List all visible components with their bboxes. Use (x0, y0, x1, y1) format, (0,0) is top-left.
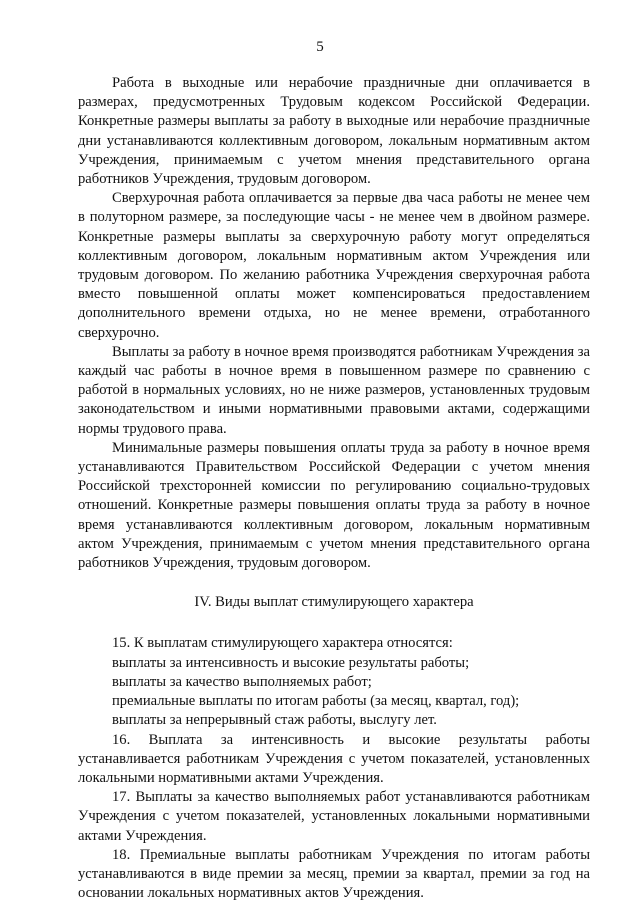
paragraph-overtime-pay: Сверхурочная работа оплачивается за первые два часа работы не менее чем в полуторном размере, за последующие часы - не менее чем в двойном размере. Конкретные размеры выплаты за сверхурочную работу могут определяться коллективным договором, локальным нормативным актом Учреждения или трудовым договором. По желанию работника Учреждения сверхурочная работа вместо повышенной оплаты может компенсироваться предоставлением дополнительного времени отдыха, но не менее времени, отработанного сверхурочно. (78, 190, 590, 341)
list-item: выплаты за качество выполняемых работ; (112, 673, 372, 690)
list-item: выплаты за интенсивность и высокие результаты работы; (112, 654, 470, 671)
section-heading: IV. Виды выплат стимулирующего характера (194, 594, 474, 611)
list-item: выплаты за непрерывный стаж работы, выслугу лет. (112, 712, 437, 729)
paragraph-night-pay: Выплаты за работу в ночное время производятся работникам Учреждения за каждый час работы в ночное время в повышенном размере по сравнению с работой в нормальных условиях, но не ниже размеров, установленных трудовым законодательством и иными нормативными правовыми актами, содержащими нормы трудового права. (78, 343, 590, 437)
list-item: премиальные выплаты по итогам работы (за месяц, квартал, год); (112, 693, 520, 710)
paragraph-item-17: 17. Выплаты за качество выполняемых работ устанавливаются работникам Учреждения с учетом показателей, установленных локальными нормативными актами Учреждения. (78, 789, 590, 844)
list-item: 15. К выплатам стимулирующего характера относятся: (112, 635, 453, 652)
paragraph-item-16: 16. Выплата за интенсивность и высокие результаты работы устанавливается работникам Учреждения с учетом показателей, установленных локальными нормативными актами Учреждения. (78, 731, 590, 786)
document-body (78, 74, 590, 903)
page-number: 5 (316, 39, 324, 55)
paragraph-holiday-pay: Работа в выходные или нерабочие праздничные дни оплачивается в размерах, предусмотренных Трудовым кодексом Российской Федерации. Конкретные размеры выплаты за работу в выходные или нерабочие праздничные дни устанавливаются коллективным договором, локальным нормативным актом Учреждения, принимаемым с учетом мнения представительного органа работников Учреждения, трудовым договором. (78, 75, 590, 188)
paragraph-night-pay-minimum: Минимальные размеры повышения оплаты труда за работу в ночное время устанавливаются Правительством Российской Федерации с учетом мнения Российской трехсторонней комиссии по регулированию социально-трудовых отношений. Конкретные размеры повышения оплаты труда за работу в ночное время устанавливаются коллективным договором, локальным нормативным актом Учреждения, принимаемым с учетом мнения представительного органа работников Учреждения, трудовым договором. (78, 439, 590, 572)
paragraph-item-18: 18. Премиальные выплаты работникам Учреждения по итогам работы устанавливаются в виде премии за месяц, премии за квартал, премии за год на основании локальных нормативных актов Учреждения. (78, 846, 590, 902)
